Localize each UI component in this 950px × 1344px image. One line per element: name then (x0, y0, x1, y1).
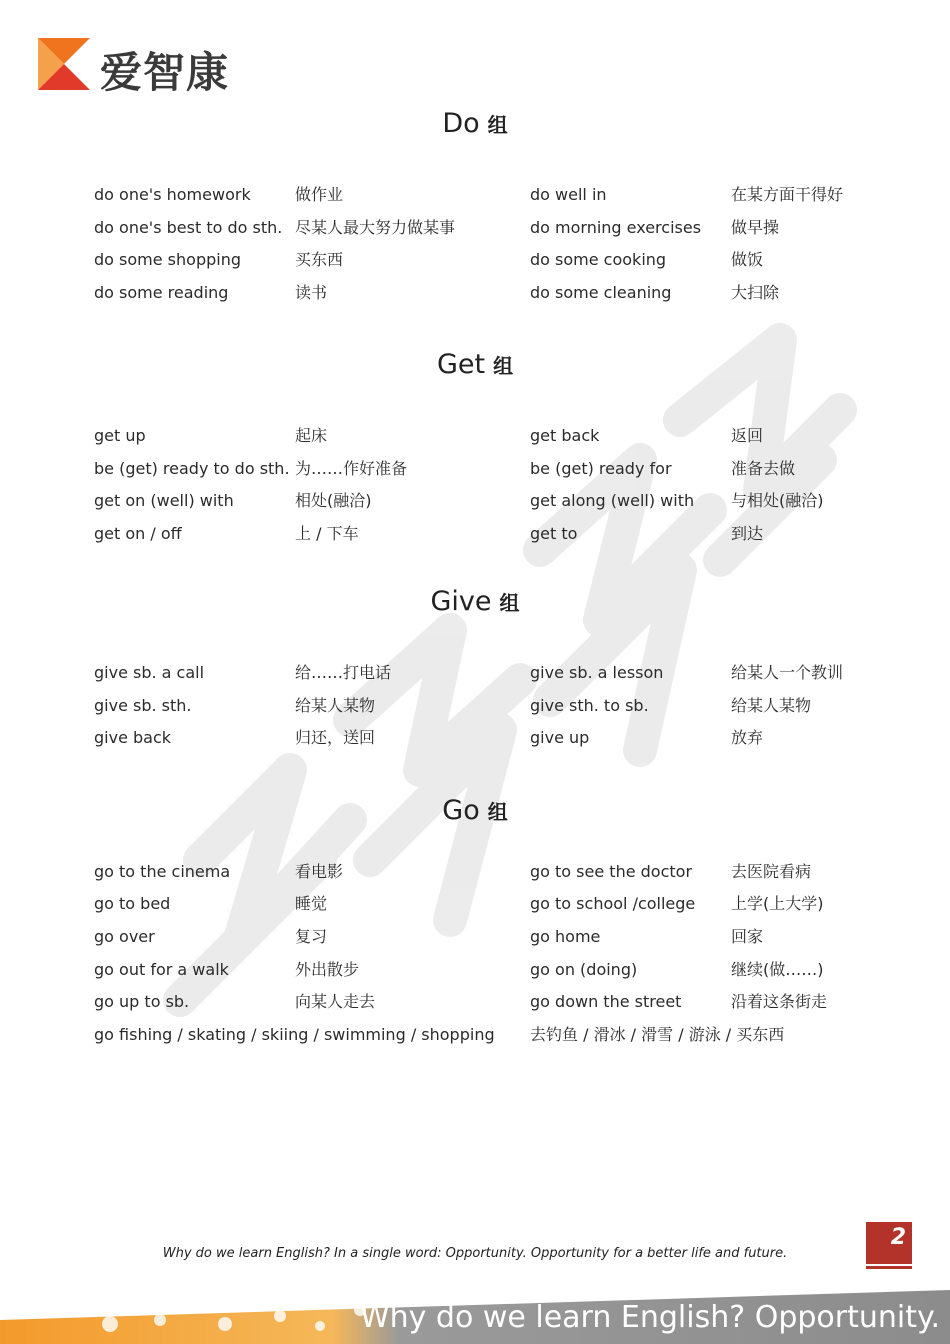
section-title-suffix: 组 (487, 113, 508, 137)
meaning: 给某人某物 (295, 696, 376, 715)
phrase: do morning exercises (530, 218, 702, 237)
brand-logo (38, 38, 248, 97)
footer-banner-text: Why do we learn English? Opportunity. (359, 1300, 940, 1335)
page-number: 2 (866, 1222, 912, 1264)
phrase: give sb. a lesson (530, 663, 664, 682)
meaning: 为……作好准备 (295, 459, 408, 478)
phrase: give back (94, 728, 172, 747)
section-title-text: Do (442, 108, 480, 139)
section-title-go (0, 795, 950, 826)
section-title-suffix: 组 (493, 354, 514, 378)
meaning: 大扫除 (731, 283, 780, 302)
meaning: 读书 (295, 283, 328, 302)
phrase: go up to sb. (94, 992, 190, 1011)
phrase: do one's best to do sth. (94, 218, 283, 237)
meaning: 去钓鱼 / 滑冰 / 滑雪 / 游泳 / 买东西 (530, 1025, 785, 1044)
brand-logo-icon (38, 38, 90, 90)
phrase: be (get) ready to do sth. (94, 459, 290, 478)
page-number-underline (866, 1266, 912, 1269)
meaning: 外出散步 (295, 960, 360, 979)
meaning: 去医院看病 (731, 862, 812, 881)
phrase: give sth. to sb. (530, 696, 649, 715)
meaning: 给某人一个教训 (731, 663, 844, 682)
phrase: go to bed (94, 894, 171, 913)
phrase: go over (94, 927, 155, 946)
meaning: 到达 (731, 524, 764, 543)
meaning: 归还，送回 (295, 728, 376, 747)
phrase: go home (530, 927, 601, 946)
phrase: get on (well) with (94, 491, 234, 510)
phrase: do some reading (94, 283, 229, 302)
section-title-suffix: 组 (487, 800, 508, 824)
phrase: go out for a walk (94, 960, 229, 979)
footer-tagline: Why do we learn English? In a single word: Opportunity. Opportunity for a better life and future. (162, 1246, 788, 1261)
meaning: 相处(融洽) (295, 491, 372, 510)
meaning: 给……打电话 (295, 663, 392, 682)
phrase: go to the cinema (94, 862, 231, 881)
meaning: 给某人某物 (731, 696, 812, 715)
meaning: 回家 (731, 927, 764, 946)
meaning: 尽某人最大努力做某事 (295, 218, 456, 237)
meaning: 看电影 (295, 862, 344, 881)
phrase: give up (530, 728, 590, 747)
meaning: 沿着这条街走 (731, 992, 828, 1011)
section-title-give (0, 586, 950, 617)
meaning: 返回 (731, 426, 764, 445)
phrase: get to (530, 524, 578, 543)
meaning: 复习 (295, 927, 328, 946)
phrase: go fishing / skating / skiing / swimming / shopping (94, 1025, 495, 1044)
phrase: do some cooking (530, 250, 667, 269)
phrase: get up (94, 426, 146, 445)
meaning: 在某方面干得好 (731, 185, 844, 204)
section-title-text: Get (436, 349, 486, 380)
section-title-text: Go (442, 795, 480, 826)
section-title-do (0, 108, 950, 139)
phrase: be (get) ready for (530, 459, 672, 478)
meaning: 向某人走去 (295, 992, 376, 1011)
meaning: 做饭 (731, 250, 764, 269)
section-title-text: Give (430, 586, 492, 617)
phrase: get back (530, 426, 600, 445)
meaning: 睡觉 (295, 894, 328, 913)
meaning: 准备去做 (731, 459, 796, 478)
phrase: get along (well) with (530, 491, 695, 510)
brand-name: 爱智康 (100, 48, 230, 97)
meaning: 上学(上大学) (731, 894, 824, 913)
phrase: go to school /college (530, 894, 696, 913)
meaning: 买东西 (295, 250, 344, 269)
phrase: get on / off (94, 524, 182, 543)
section-title-get (0, 349, 950, 380)
phrase: do one's homework (94, 185, 251, 204)
meaning: 做早操 (731, 218, 780, 237)
phrase: do some cleaning (530, 283, 672, 302)
phrase: go on (doing) (530, 960, 638, 979)
phrase: go to see the doctor (530, 862, 693, 881)
phrase: go down the street (530, 992, 682, 1011)
meaning: 做作业 (295, 185, 344, 204)
phrase: do well in (530, 185, 607, 204)
meaning: 上 / 下车 (295, 524, 359, 543)
phrase: give sb. a call (94, 663, 205, 682)
meaning: 与相处(融洽) (731, 491, 824, 510)
meaning: 继续(做……) (731, 960, 824, 979)
meaning: 起床 (295, 426, 328, 445)
section-title-suffix: 组 (499, 591, 520, 615)
meaning: 放弃 (731, 728, 764, 747)
phrase: give sb. sth. (94, 696, 192, 715)
phrase: do some shopping (94, 250, 241, 269)
